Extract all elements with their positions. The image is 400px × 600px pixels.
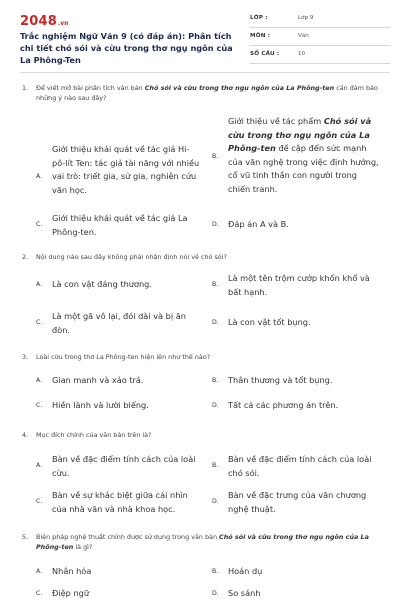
option-text: Gian manh và xảo trá.	[52, 375, 144, 385]
meta-info-box	[250, 10, 390, 64]
option-a[interactable]	[36, 454, 211, 488]
option-c[interactable]	[36, 311, 211, 345]
option-letter: A.	[36, 568, 43, 575]
meta-label: MÔN :	[250, 33, 271, 39]
option-text: Đáp án A và B.	[228, 219, 289, 229]
option-letter: C.	[36, 319, 43, 326]
header-divider	[20, 72, 390, 73]
option-text: Hiền lành và lười biếng.	[52, 400, 149, 410]
option-b[interactable]	[212, 273, 387, 307]
option-letter: B.	[212, 377, 219, 384]
question-number: 5.	[22, 533, 29, 541]
logo-suffix-text: .vn	[57, 20, 69, 27]
stem-text: Nội dung nào sau đây không phải nhận định nói về chó sói?	[36, 253, 227, 261]
stem-emphasis: Chó sói và cừu trong thơ ngụ ngôn của La Phông-ten	[36, 533, 369, 551]
question-5	[22, 532, 384, 598]
option-letter: B.	[212, 568, 219, 575]
option-letter: D.	[212, 319, 219, 326]
meta-value: Lớp 9	[298, 15, 314, 21]
stem-text: là gì?	[73, 543, 93, 551]
option-text: Là con vật tốt bụng.	[228, 317, 311, 327]
stem-text: Biện pháp nghệ thuật chính được sử dụng trong văn bản	[36, 533, 220, 541]
option-b[interactable]	[212, 377, 387, 393]
question-number: 2.	[22, 253, 29, 261]
option-text: Giới thiệu khái quát về tác giả Hi-pô-lít Ten: tác giả tài năng với nhiều vai trò: triết gia, sử gia, nghiên cứu văn học.	[52, 144, 200, 195]
option-letter: A.	[36, 281, 43, 288]
question-stem	[22, 352, 384, 362]
option-b[interactable]	[212, 568, 387, 584]
option-letter: A.	[36, 173, 43, 180]
option-text: Bàn về đặc điểm tính cách của loài cừu.	[52, 454, 196, 478]
option-d[interactable]	[212, 490, 387, 524]
meta-row-count	[250, 46, 390, 64]
option-text: Tất cả các phương án trên.	[228, 400, 339, 410]
option-text: Là một gã vô lại, đói dài và bị ăn đòn.	[52, 311, 186, 335]
stem-text: Mục đích chính của văn bản trên là?	[36, 431, 152, 439]
document-title: Trắc nghiệm Ngữ Văn 9 (có đáp án): Phân tích chi tiết chó sói và cừu trong thơ ngụ ngôn của La Phông-Ten	[20, 31, 233, 65]
stem-text: Loài cừu trong thơ La Phông-ten hiện lên như thế nào?	[36, 353, 211, 361]
option-text: Giới thiệu khái quát về tác giả La Phông-ten.	[52, 213, 188, 237]
option-a[interactable]	[36, 377, 211, 393]
option-letter: C.	[36, 402, 43, 409]
option-letter: B.	[212, 153, 219, 160]
option-letter: A.	[36, 377, 43, 384]
option-text: Là một tên trộm cướp khốn khổ và bất hạnh.	[228, 273, 370, 297]
option-d[interactable]	[212, 590, 387, 600]
meta-row-grade	[250, 10, 390, 28]
question-stem	[22, 430, 384, 440]
option-text: Là con vật đáng thương.	[52, 279, 152, 289]
site-logo[interactable]	[20, 10, 69, 29]
option-letter: D.	[212, 590, 219, 597]
option-text: Bàn về đặc điểm tính cách của loài chó sói.	[228, 454, 372, 478]
option-c[interactable]	[36, 402, 211, 418]
option-letter: C.	[36, 590, 43, 597]
option-c[interactable]	[36, 490, 211, 524]
option-letter: C.	[36, 221, 43, 228]
option-text: Bàn về sự khác biệt giữa cái nhìn của nhà văn và nhà khoa học.	[52, 490, 188, 514]
option-text: Hoán dụ	[228, 566, 263, 576]
question-1	[22, 83, 384, 263]
option-letter: A.	[36, 462, 43, 469]
option-text: Nhân hóa	[52, 566, 92, 576]
option-d[interactable]	[212, 319, 387, 335]
option-letter: D.	[212, 402, 219, 409]
logo-main-text: 2048	[20, 14, 57, 29]
option-text: Điệp ngữ	[52, 588, 90, 598]
document-header	[20, 10, 390, 70]
option-letter: D.	[212, 498, 219, 505]
option-text: So sánh	[228, 588, 261, 598]
option-letter: D.	[212, 221, 219, 228]
option-b[interactable]	[212, 454, 387, 488]
option-text: Giới thiệu về tác phẩm Chó sói và cừu trong thơ ngụ ngôn của La Phông-ten đề cập đến sức mạnh của văn nghệ trong việc định hướng, cổ vũ tinh thần con người trong chiến tranh.	[228, 116, 379, 194]
question-stem	[22, 252, 384, 262]
option-text: Thân thương và tốt bụng.	[228, 375, 333, 385]
meta-label: LỚP :	[250, 15, 268, 21]
stem-text: Để viết mở bài phân tích văn bản	[36, 84, 145, 92]
option-d[interactable]	[212, 402, 387, 418]
option-letter: C.	[36, 498, 43, 505]
meta-label: SỐ CÂU :	[250, 51, 280, 57]
option-letter: B.	[212, 281, 219, 288]
question-stem	[22, 83, 384, 103]
option-d[interactable]	[212, 221, 387, 241]
stem-emphasis: Chó sói và cừu trong thơ ngụ ngôn của La Phông-ten	[144, 84, 335, 92]
option-letter: B.	[212, 462, 219, 469]
question-number: 1.	[22, 84, 29, 92]
option-text: Bàn về đặc trưng của văn chương nghệ thuật.	[228, 490, 367, 514]
question-2	[22, 252, 384, 342]
stem-text: cần đảm bảo những ý nào sau đây?	[36, 84, 378, 102]
option-c[interactable]	[36, 590, 211, 600]
option-c[interactable]	[36, 213, 211, 251]
question-number: 4.	[22, 431, 29, 439]
question-3	[22, 352, 384, 412]
question-number: 3.	[22, 353, 29, 361]
meta-value: 10	[298, 51, 306, 57]
meta-row-subject	[250, 28, 390, 46]
question-stem	[22, 532, 384, 552]
option-a[interactable]	[36, 568, 211, 584]
option-a[interactable]	[36, 281, 211, 297]
meta-value: Văn	[298, 33, 309, 39]
question-4	[22, 430, 384, 520]
